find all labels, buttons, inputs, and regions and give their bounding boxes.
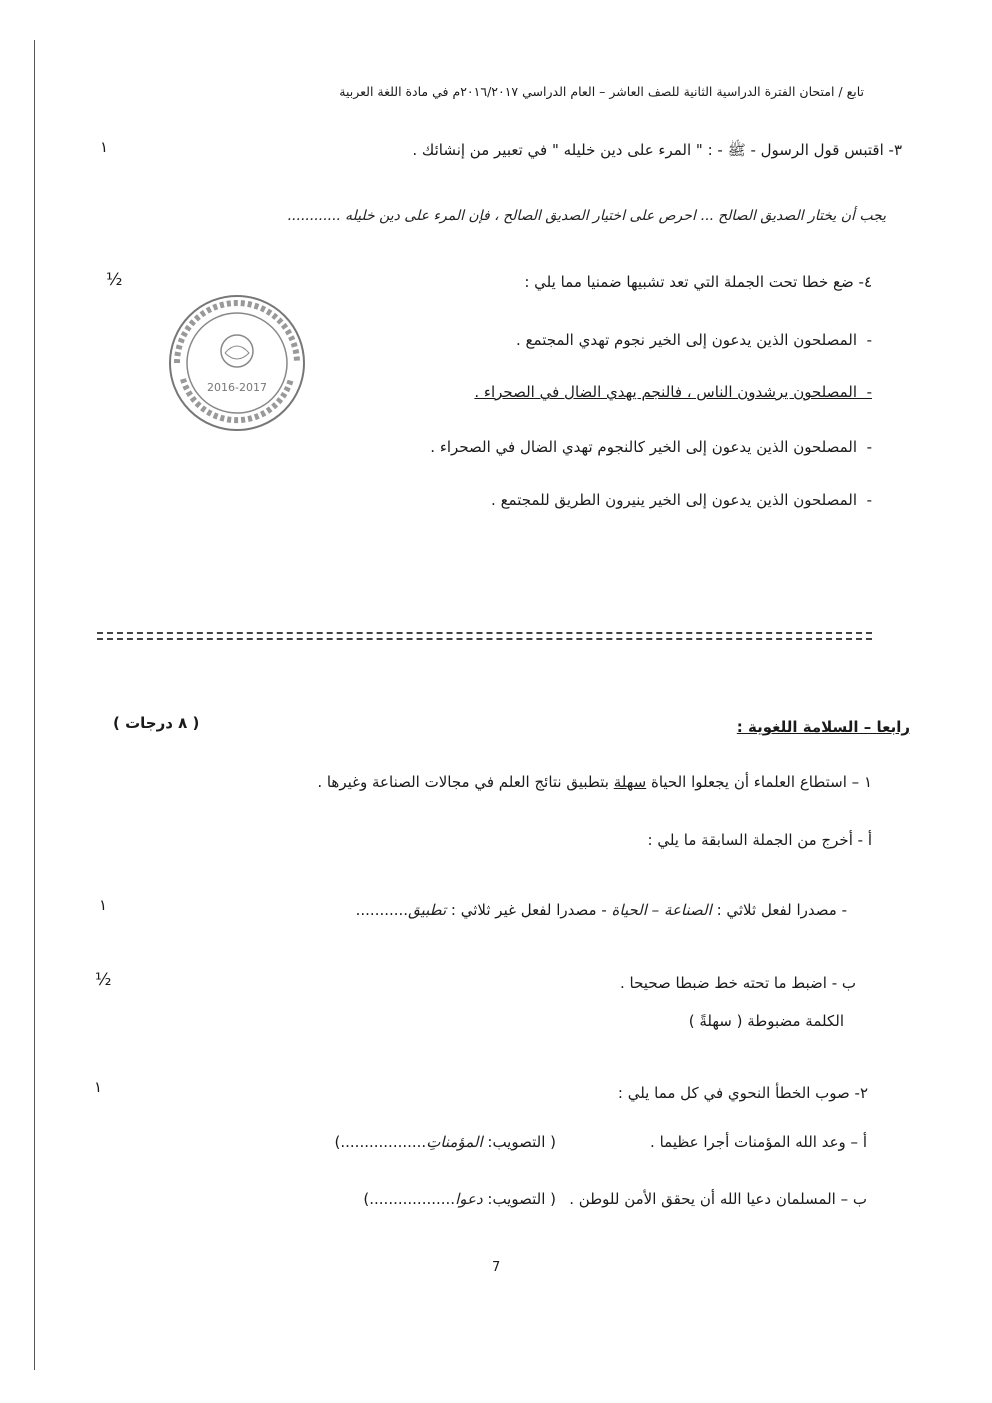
left-margin-line <box>34 40 35 1370</box>
correction-item-a-answer: ( التصويب: المؤمناتِ..................) <box>334 1133 556 1151</box>
section-divider <box>97 632 872 634</box>
option-3: - المصلحون الذين يدعون إلى الخير كالنجوم تهدي الضال في الصحراء . <box>430 438 872 456</box>
underlined-word: سهلة <box>613 773 647 791</box>
question-3-mark: ١ <box>100 138 109 156</box>
question-4-mark: ½ <box>106 270 123 290</box>
question-3-answer: يجب أن يختار الصديق الصالح ... احرص على اختيار الصديق الصالح ، فإن المرء على دين خليله ............ <box>287 208 886 224</box>
question-correct-errors-mark: ١ <box>94 1078 103 1096</box>
section-4-title: رابعا – السلامة اللغوية : <box>736 718 910 736</box>
answer-triliteral-masdar: الصناعة – الحياة <box>611 901 712 919</box>
stamp-year: 2016-2017 <box>207 381 267 394</box>
page-number: 7 <box>492 1260 501 1275</box>
option-4: - المصلحون الذين يدعون إلى الخير ينيرون الطريق للمجتمع . <box>491 491 872 509</box>
official-stamp-seal <box>167 293 307 433</box>
section-divider-2 <box>97 638 872 640</box>
question-4: ٤- ضع خطا تحت الجملة التي تعد تشبيها ضمنيا مما يلي : <box>524 273 872 291</box>
correction-item-b-answer: ( التصويب: دعوا..................) <box>363 1190 556 1208</box>
correction-item-b: ب – المسلمان دعيا الله أن يحقق الأمن للوطن . <box>569 1190 867 1208</box>
part-b-mark: ½ <box>95 970 112 990</box>
correction-item-a: أ – وعد الله المؤمنات أجرا عظيما . <box>650 1133 867 1151</box>
part-a-mark: ١ <box>99 896 108 914</box>
section-4-points: ( ٨ درجات ) <box>113 714 200 732</box>
option-2-underlined: - المصلحون يرشدون الناس ، فالنجم يهدي الضال في الصحراء . <box>474 383 872 401</box>
answer-non-triliteral-masdar: تطبيق <box>408 901 447 919</box>
part-a-title: أ - أخرج من الجملة السابقة ما يلي : <box>647 831 872 849</box>
part-b-answer: الكلمة مضبوطة ( سهلةً ) <box>688 1012 844 1030</box>
part-a-answers: - مصدرا لفعل ثلاثي : الصناعة – الحياة - مصدرا لفعل غير ثلاثي : تطبيق........... <box>355 901 847 919</box>
part-b-title: ب - اضبط ما تحته خط ضبطا صحيحا . <box>620 974 856 992</box>
option-1: - المصلحون الذين يدعون إلى الخير نجوم تهدي المجتمع . <box>516 331 872 349</box>
page-header: تابع / امتحان الفترة الدراسية الثانية للصف العاشر – العام الدراسي ٢٠١٦/٢٠١٧م في مادة اللغة العربية <box>339 84 864 99</box>
question-correct-errors: ٢- صوب الخطأ النحوي في كل مما يلي : <box>617 1084 868 1102</box>
question-3: ٣- اقتبس قول الرسول - ﷺ - : " المرء على دين خليله " في تعبير من إنشائك . <box>412 141 902 159</box>
sentence-1: ١ – استطاع العلماء أن يجعلوا الحياة سهلة بتطبيق نتائج العلم في مجالات الصناعة وغيرها . <box>317 773 872 791</box>
